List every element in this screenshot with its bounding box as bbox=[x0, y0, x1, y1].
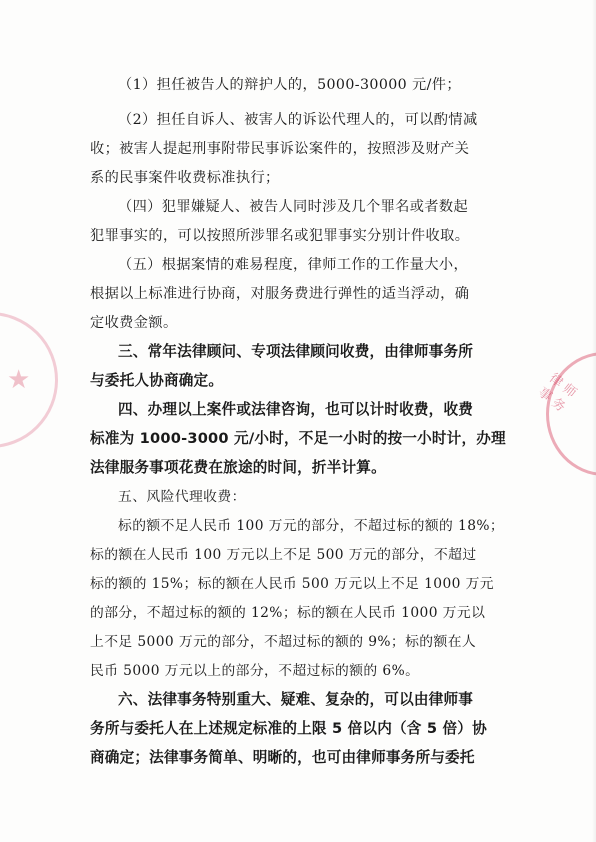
text-line: 标的额不足人民币 100 万元的部分，不超过标的额的 18%； bbox=[118, 518, 505, 534]
section-heading-3: 三、常年法律顾问、专项法律顾问收费，由律师事务所 bbox=[118, 343, 474, 360]
text-line: 商确定；法律事务简单、明晰的，也可由律师事务所与委托 bbox=[90, 749, 475, 766]
text-line: 标的额的 15%；标的额在人民币 500 万元以上不足 1000 万元 bbox=[90, 576, 494, 592]
seal-stamp-right-text: 律师事务 bbox=[535, 370, 583, 418]
text-line: 犯罪事实的，可以按照所涉罪名或犯罪事实分别计件收取。 bbox=[90, 228, 470, 244]
scan-edge-shadow bbox=[592, 0, 596, 842]
section-heading-5: 五、风险代理收费： bbox=[118, 489, 246, 505]
seal-stamp-left bbox=[0, 312, 58, 448]
text-line: 务所与委托人在上述规定标准的上限 5 倍以内（含 5 倍）协 bbox=[90, 720, 487, 737]
text-line: 收；被害人提起刑事附带民事诉讼案件的，按照涉及财产关 bbox=[90, 141, 470, 157]
text-line: （四）犯罪嫌疑人、被告人同时涉及几个罪名或者数起 bbox=[118, 199, 469, 215]
text-line: 与委托人协商确定。 bbox=[90, 372, 224, 389]
text-line: 根据以上标准进行协商，对服务费进行弹性的适当浮动，确 bbox=[90, 286, 470, 302]
section-heading-4: 四、办理以上案件或法律咨询，也可以计时收费，收费 bbox=[118, 401, 474, 418]
text-line: 民币 5000 万元以上的部分，不超过标的额的 6%。 bbox=[90, 663, 420, 679]
text-line: （1）担任被告人的辩护人的，5000-30000 元/件； bbox=[118, 77, 461, 93]
text-line: （五）根据案情的难易程度，律师工作的工作量大小， bbox=[118, 257, 469, 273]
seal-star-icon: ★ bbox=[7, 365, 31, 395]
text-line: 标的额在人民币 100 万元以上不足 500 万元的部分，不超过 bbox=[90, 547, 477, 563]
text-line: （2）担任自诉人、被害人的诉讼代理人的，可以酌情减 bbox=[118, 112, 478, 128]
section-heading-6: 六、法律事务特别重大、疑难、复杂的，可以由律师事 bbox=[118, 691, 474, 708]
text-line: 上不足 5000 万元的部分，不超过标的额的 9%；标的额在人 bbox=[90, 634, 477, 650]
text-line: 标准为 1000-3000 元/小时，不足一小时的按一小时计，办理 bbox=[90, 430, 506, 447]
text-line: 的部分，不超过标的额的 12%；标的额在人民币 1000 万元以 bbox=[90, 605, 486, 621]
text-line: 定收费金额。 bbox=[90, 315, 178, 331]
text-line: 法律服务事项花费在旅途的时间，折半计算。 bbox=[90, 459, 386, 476]
text-line: 系的民事案件收费标准执行； bbox=[90, 170, 280, 186]
